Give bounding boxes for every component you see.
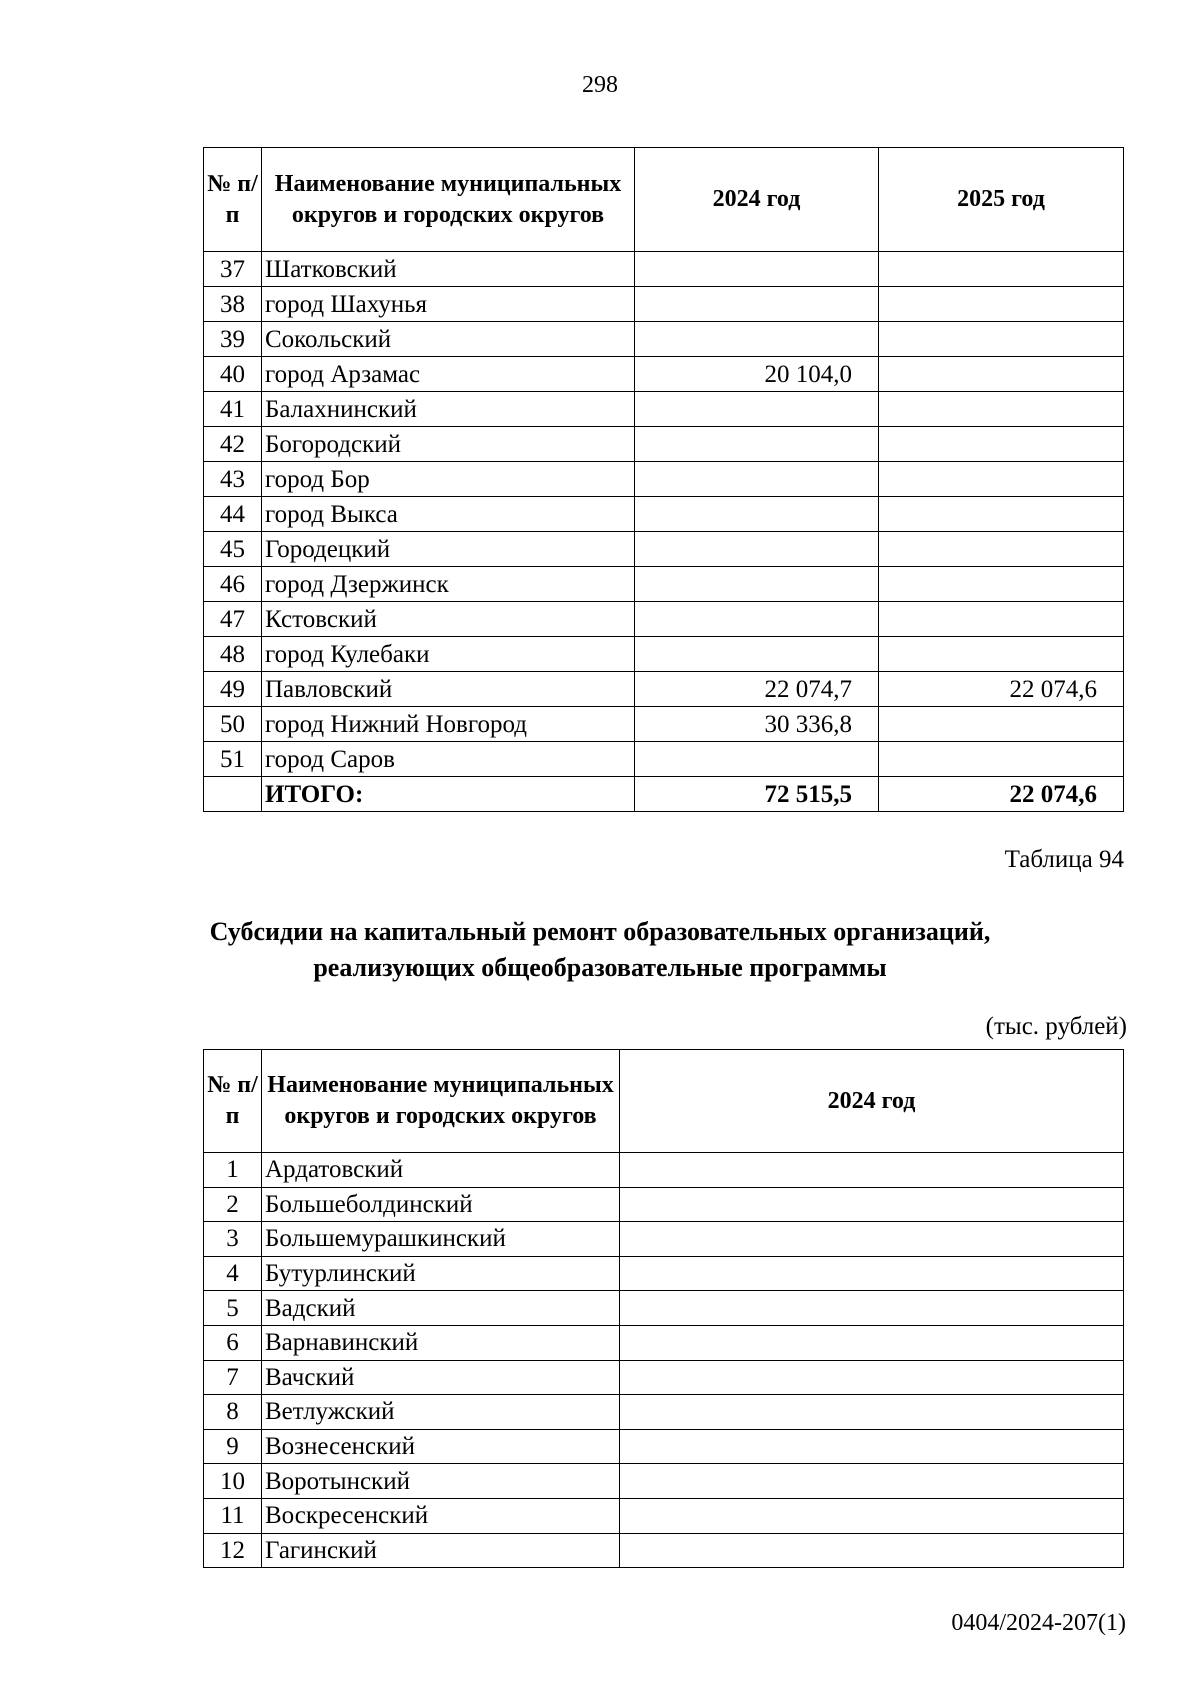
row-name: город Бор	[262, 462, 635, 497]
row-number: 9	[204, 1429, 262, 1464]
row-number: 42	[204, 427, 262, 462]
table-row	[204, 1325, 1124, 1360]
table-row	[204, 1291, 1124, 1326]
total-label: ИТОГО:	[262, 777, 635, 812]
row-name: город Кулебаки	[262, 637, 635, 672]
row-number: 37	[204, 252, 262, 287]
row-number: 5	[204, 1291, 262, 1326]
row-value-2024: 22 074,7	[635, 672, 879, 707]
table-row	[204, 1153, 1124, 1188]
table-row	[204, 392, 1124, 427]
row-value-2025	[879, 497, 1124, 532]
row-name: Балахнинский	[262, 392, 635, 427]
row-name: город Выкса	[262, 497, 635, 532]
row-value-2024	[620, 1222, 1124, 1257]
units-label: (тыс. рублей)	[985, 1013, 1127, 1040]
row-name: город Нижний Новгород	[262, 707, 635, 742]
row-value-2025: 22 074,6	[879, 672, 1124, 707]
row-number: 43	[204, 462, 262, 497]
row-value-2024	[635, 462, 879, 497]
row-name: Вадский	[262, 1291, 620, 1326]
table-label: Таблица 94	[1004, 846, 1124, 873]
table-row	[204, 287, 1124, 322]
row-name: Сокольский	[262, 322, 635, 357]
table-row	[204, 602, 1124, 637]
row-value-2024	[620, 1187, 1124, 1222]
row-value-2024	[635, 287, 879, 322]
row-name: город Саров	[262, 742, 635, 777]
table-row	[204, 1533, 1124, 1568]
table-row	[204, 1498, 1124, 1533]
row-number: 48	[204, 637, 262, 672]
row-value-2024	[620, 1498, 1124, 1533]
row-name: Шатковский	[262, 252, 635, 287]
row-value-2025	[879, 392, 1124, 427]
row-number: 11	[204, 1498, 262, 1533]
row-number: 38	[204, 287, 262, 322]
header-name: Наименование муниципальных округов и городских округов	[262, 148, 635, 252]
row-value-2025	[879, 707, 1124, 742]
row-value-2024	[635, 322, 879, 357]
table-row	[204, 427, 1124, 462]
table-title	[0, 914, 1200, 987]
table-row	[204, 1360, 1124, 1395]
row-number: 12	[204, 1533, 262, 1568]
row-number: 45	[204, 532, 262, 567]
row-value-2024	[620, 1153, 1124, 1188]
table-row	[204, 357, 1124, 392]
row-value-2025	[879, 742, 1124, 777]
row-number: 51	[204, 742, 262, 777]
row-name: город Арзамас	[262, 357, 635, 392]
row-number: 47	[204, 602, 262, 637]
header-num: № п/п	[204, 1050, 262, 1153]
row-number: 6	[204, 1325, 262, 1360]
table-title-text: Субсидии на капитальный ремонт образовательных организаций, реализующих общеобразовательные программы	[209, 917, 991, 983]
row-number: 50	[204, 707, 262, 742]
subsidy-table-continued	[203, 147, 1124, 812]
row-value-2024	[620, 1291, 1124, 1326]
table-row	[204, 637, 1124, 672]
row-name: Варнавинский	[262, 1325, 620, 1360]
header-2024: 2024 год	[620, 1050, 1124, 1153]
row-name: Вознесенский	[262, 1429, 620, 1464]
row-value-2024	[620, 1395, 1124, 1430]
row-value-2024	[635, 532, 879, 567]
row-name: город Шахунья	[262, 287, 635, 322]
row-value-2025	[879, 357, 1124, 392]
table-row	[204, 1222, 1124, 1257]
row-name: Ардатовский	[262, 1153, 620, 1188]
document-code: 0404/2024-207(1)	[951, 1610, 1126, 1636]
row-value-2024: 30 336,8	[635, 707, 879, 742]
table-row	[204, 462, 1124, 497]
row-value-2024	[620, 1464, 1124, 1499]
row-value-2024	[620, 1360, 1124, 1395]
row-name: Городецкий	[262, 532, 635, 567]
row-value-2024	[635, 252, 879, 287]
table-row	[204, 252, 1124, 287]
table-row	[204, 497, 1124, 532]
row-name: Воскресенский	[262, 1498, 620, 1533]
row-value-2024	[620, 1429, 1124, 1464]
total-number	[204, 777, 262, 812]
row-name: Ветлужский	[262, 1395, 620, 1430]
header-name: Наименование муниципальных округов и городских округов	[262, 1050, 620, 1153]
row-number: 10	[204, 1464, 262, 1499]
row-value-2024	[635, 497, 879, 532]
row-value-2024	[635, 602, 879, 637]
table-row	[204, 742, 1124, 777]
table-row	[204, 567, 1124, 602]
table-header-row	[204, 148, 1124, 252]
header-2024: 2024 год	[635, 148, 879, 252]
row-value-2025	[879, 637, 1124, 672]
table-row	[204, 1187, 1124, 1222]
row-name: Кстовский	[262, 602, 635, 637]
row-number: 1	[204, 1153, 262, 1188]
row-value-2024	[620, 1256, 1124, 1291]
total-2025: 22 074,6	[879, 777, 1124, 812]
row-number: 4	[204, 1256, 262, 1291]
row-name: Павловский	[262, 672, 635, 707]
page-number: 298	[582, 72, 618, 98]
row-name: Воротынский	[262, 1464, 620, 1499]
row-number: 8	[204, 1395, 262, 1430]
table-row	[204, 1395, 1124, 1430]
row-value-2024	[620, 1325, 1124, 1360]
row-name: город Дзержинск	[262, 567, 635, 602]
total-row	[204, 777, 1124, 812]
total-2024: 72 515,5	[635, 777, 879, 812]
row-number: 49	[204, 672, 262, 707]
row-number: 46	[204, 567, 262, 602]
table-row	[204, 1429, 1124, 1464]
row-value-2025	[879, 602, 1124, 637]
table-row	[204, 707, 1124, 742]
row-value-2025	[879, 532, 1124, 567]
row-name: Большемурашкинский	[262, 1222, 620, 1257]
row-value-2025	[879, 252, 1124, 287]
table-header-row	[204, 1050, 1124, 1153]
row-name: Вачский	[262, 1360, 620, 1395]
row-name: Гагинский	[262, 1533, 620, 1568]
row-value-2024: 20 104,0	[635, 357, 879, 392]
row-value-2024	[635, 742, 879, 777]
table-row	[204, 322, 1124, 357]
table-row	[204, 532, 1124, 567]
row-number: 7	[204, 1360, 262, 1395]
capital-repair-subsidy-table	[203, 1049, 1124, 1568]
row-value-2024	[635, 637, 879, 672]
table-row	[204, 1256, 1124, 1291]
row-value-2025	[879, 567, 1124, 602]
row-value-2024	[635, 567, 879, 602]
row-number: 40	[204, 357, 262, 392]
row-value-2025	[879, 427, 1124, 462]
header-2025: 2025 год	[879, 148, 1124, 252]
row-number: 2	[204, 1187, 262, 1222]
row-value-2025	[879, 462, 1124, 497]
row-name: Большеболдинский	[262, 1187, 620, 1222]
row-name: Бутурлинский	[262, 1256, 620, 1291]
row-value-2025	[879, 287, 1124, 322]
table-row	[204, 1464, 1124, 1499]
row-number: 44	[204, 497, 262, 532]
row-value-2025	[879, 322, 1124, 357]
row-number: 3	[204, 1222, 262, 1257]
table-row	[204, 672, 1124, 707]
row-number: 39	[204, 322, 262, 357]
row-value-2024	[635, 427, 879, 462]
row-value-2024	[620, 1533, 1124, 1568]
row-number: 41	[204, 392, 262, 427]
row-name: Богородский	[262, 427, 635, 462]
row-value-2024	[635, 392, 879, 427]
header-num: № п/п	[204, 148, 262, 252]
